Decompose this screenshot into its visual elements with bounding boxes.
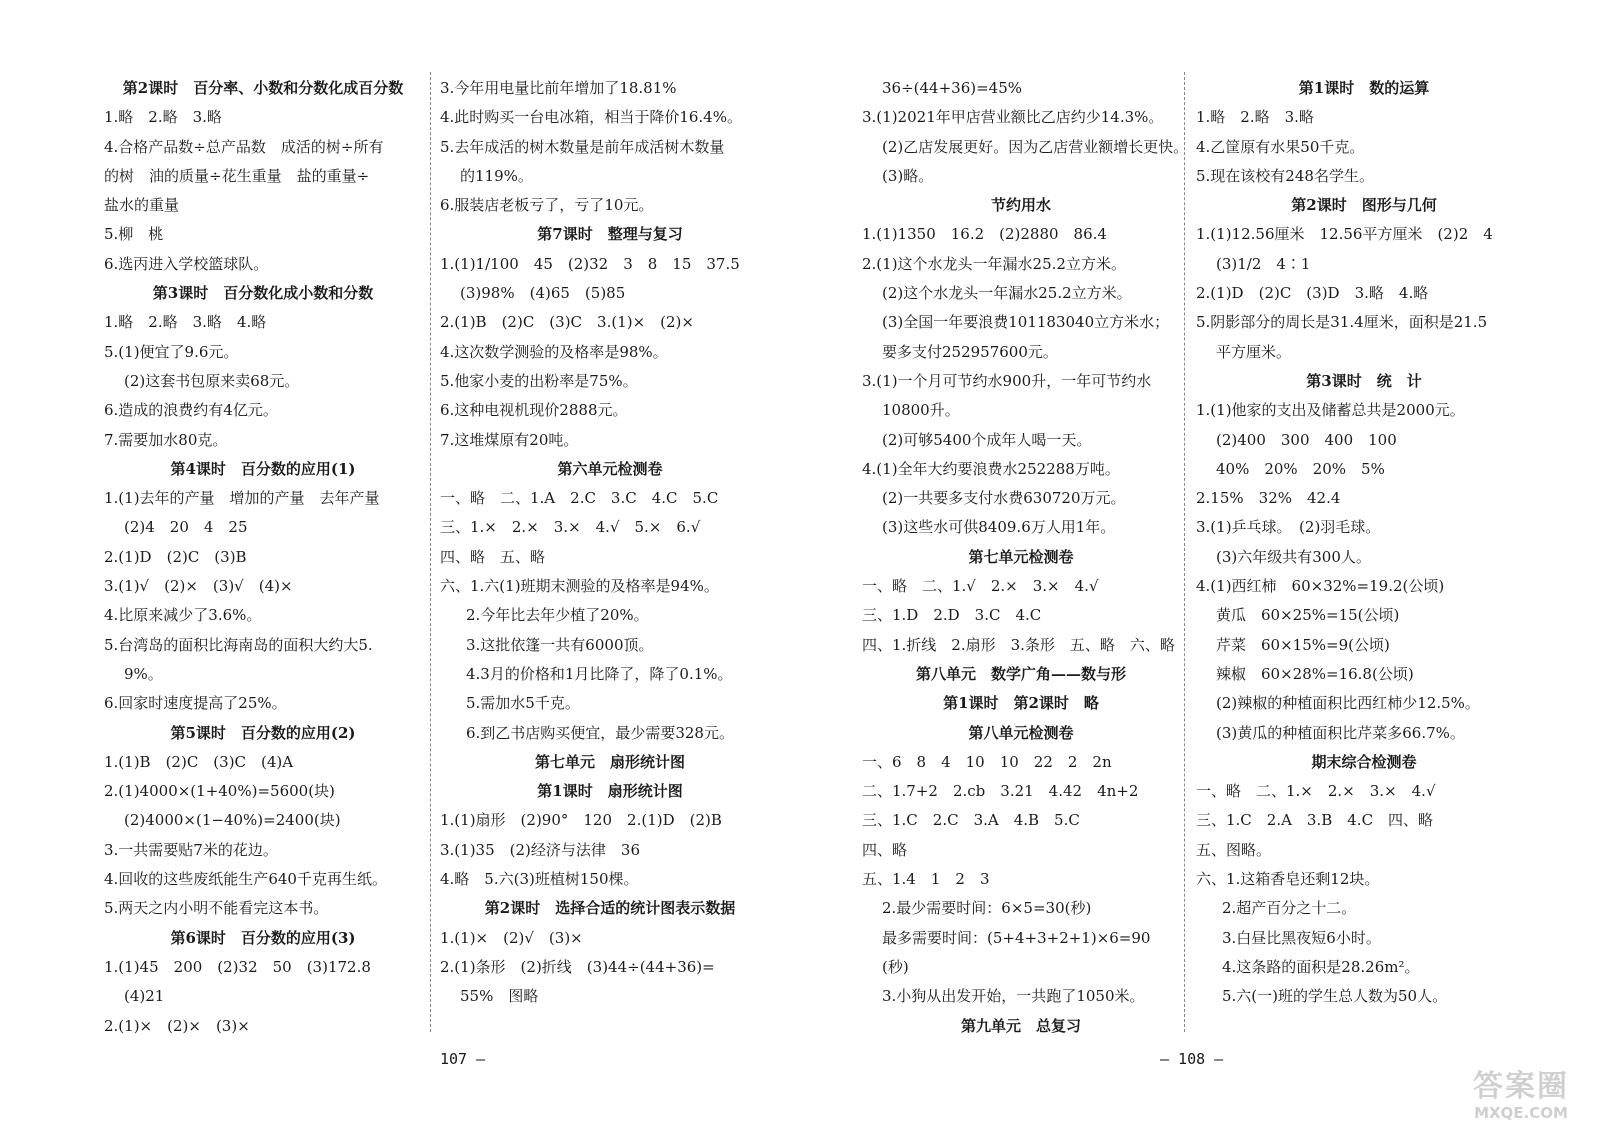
answer-line: (3)六年级共有300人。 — [1216, 547, 1371, 566]
answer-line: 六、1.六(1)班期末测验的及格率是94%。 — [440, 577, 719, 596]
answer-line: 要多支付252957600元。 — [882, 342, 1058, 361]
answer-line: 1.(1)1/100 45 (2)32 3 8 15 37.5 — [440, 254, 740, 273]
answer-line: 4.略 5.六(3)班植树150棵。 — [440, 870, 639, 889]
answer-line: 5.台湾岛的面积比海南岛的面积大约大5. — [104, 635, 373, 654]
answer-line: 的119%。 — [460, 166, 533, 185]
section-heading: 第6课时 百分数的应用(3) — [170, 928, 356, 947]
section-heading: 第1课时 数的运算 — [1298, 79, 1430, 97]
answer-line: 5.阴影部分的周长是31.4厘米，面积是21.5 — [1196, 313, 1488, 332]
answer-line: 6.服装店老板亏了，亏了10元。 — [440, 196, 654, 215]
answer-line: 五、1.4 1 2 3 — [862, 870, 990, 889]
watermark-logo — [1448, 1070, 1594, 1130]
answer-line: 1.(1)去年的产量 增加的产量 去年产量 — [104, 489, 380, 508]
answer-line: 4.此时购买一台电冰箱，相当于降价16.4%。 — [440, 108, 742, 127]
section-heading: 第2课时 百分率、小数和分数化成百分数 — [122, 79, 404, 97]
answer-line: 6.到乙书店购买便宜，最少需要328元。 — [466, 723, 734, 742]
answer-line: 2.超产百分之十二。 — [1222, 899, 1357, 918]
answer-line: 1.略 2.略 3.略 — [104, 108, 222, 127]
section-heading: 第八单元 数学广角——数与形 — [915, 664, 1126, 683]
answer-line: 2.(1)× (2)× (3)× — [104, 1016, 250, 1035]
answer-line: 二、1.7+2 2.cb 3.21 4.42 4n+2 — [862, 782, 1139, 801]
answer-line: 5.他家小麦的出粉率是75%。 — [440, 371, 638, 390]
answer-line: (4)21 — [124, 987, 165, 1006]
answer-line: 4.这次数学测验的及格率是98%。 — [440, 342, 668, 361]
answer-line: (3)1/2 4∶1 — [1216, 254, 1311, 273]
answer-line: 9%。 — [124, 664, 163, 683]
answer-line: 2.(1)4000×(1+40%)=5600(块) — [104, 782, 335, 801]
watermark-url: MXQE.COM — [1474, 1104, 1568, 1122]
section-heading: 节约用水 — [990, 196, 1051, 215]
answer-line: 四、略 五、略 — [440, 547, 546, 566]
answer-line: 10800升。 — [882, 401, 960, 420]
answer-line: 5.(1)便宜了9.6元。 — [104, 342, 239, 361]
section-heading: 第3课时 百分数化成小数和分数 — [152, 284, 374, 303]
section-heading: 第2课时 图形与几何 — [1291, 196, 1437, 215]
answer-line: (3)全国一年要浪费101183040立方米水； — [882, 313, 1170, 332]
answer-line: 四、1.折线 2.扇形 3.条形 五、略 六、略 — [862, 635, 1175, 654]
answer-line: 六、1.这箱香皂还剩12块。 — [1196, 870, 1380, 889]
answer-line: (2)这套书包原来卖68元。 — [124, 371, 300, 390]
section-heading: 第六单元检测卷 — [557, 459, 663, 478]
answer-line: 三、1.C 2.C 3.A 4.B 5.C — [862, 811, 1080, 830]
answer-line: 4.回收的这些废纸能生产640千克再生纸。 — [104, 870, 387, 889]
answer-line: (3)这些水可供8409.6万人用1年。 — [882, 518, 1116, 537]
answer-line: 3.(1)2021年甲店营业额比乙店约少14.3%。 — [862, 108, 1164, 127]
answer-line: 五、图略。 — [1196, 840, 1272, 859]
answer-line: 辣椒 60×28%=16.8(公顷) — [1216, 664, 1414, 683]
answer-column-2 — [440, 74, 780, 1012]
answer-line: 1.(1)1350 16.2 (2)2880 86.4 — [862, 225, 1107, 244]
section-heading: 第2课时 选择合适的统计图表示数据 — [484, 899, 736, 918]
answer-line: 6.这种电视机现价2888元。 — [440, 401, 628, 420]
answer-line: 2.(1)条形 (2)折线 (3)44÷(44+36)= — [440, 957, 715, 976]
answer-line: 5.去年成活的树木数量是前年成活树木数量 — [440, 137, 725, 156]
section-heading: 第3课时 统 计 — [1306, 371, 1422, 390]
answer-line: 5.六(一)班的学生总人数为50人。 — [1222, 987, 1448, 1006]
section-heading: 第1课时 扇形统计图 — [537, 782, 683, 801]
answer-line: (3)98% (4)65 (5)85 — [460, 284, 626, 303]
answer-line: 4.这条路的面积是28.26m²。 — [1222, 957, 1420, 976]
section-heading: 第九单元 总复习 — [960, 1016, 1081, 1035]
page-number-left: 107 — — [440, 1050, 486, 1068]
section-heading: 第1课时 第2课时 略 — [943, 694, 1099, 713]
answer-line: (2)一共要多支付水费630720万元。 — [882, 489, 1126, 508]
answer-column-4 — [1196, 74, 1532, 1012]
answer-line: 一、略 二、1.√ 2.× 3.× 4.√ — [862, 577, 1099, 596]
answer-line: 6.选丙进入学校篮球队。 — [104, 254, 269, 273]
answer-line: 三、1.× 2.× 3.× 4.√ 5.× 6.√ — [440, 518, 701, 537]
page-number-right: — 108 — — [1160, 1050, 1224, 1068]
answer-line: 3.一共需要贴7米的花边。 — [104, 840, 278, 859]
answer-line: 7.这堆煤原有20吨。 — [440, 430, 579, 449]
answer-line: 5.柳 桃 — [104, 225, 164, 244]
answer-line: 36÷(44+36)=45% — [882, 79, 1023, 97]
answer-line: (2)4 20 4 25 — [124, 518, 248, 537]
answer-line: 6.造成的浪费约有4亿元。 — [104, 401, 278, 420]
answer-line: 5.两天之内小明不能看完这本书。 — [104, 899, 329, 918]
answer-line: 2.(1)D (2)C (3)D 3.略 4.略 — [1196, 284, 1429, 303]
answer-line: 5.需加水5千克。 — [466, 694, 580, 713]
answer-line: 3.这批依篷一共有6000顶。 — [466, 635, 654, 654]
answer-line: 2.今年比去年少植了20%。 — [466, 606, 649, 625]
answer-line: 3.(1)35 (2)经济与法律 36 — [440, 840, 640, 859]
answer-line: 一、6 8 4 10 10 22 2 2n — [862, 752, 1112, 771]
answer-line: 3.小狗从出发开始，一共跑了1050米。 — [882, 987, 1145, 1006]
answer-line: 芹菜 60×15%=9(公顷) — [1216, 635, 1390, 654]
answer-line: 4.(1)西红柿 60×32%=19.2(公顷) — [1196, 577, 1445, 596]
column-divider — [1184, 72, 1185, 1032]
section-heading: 第5课时 百分数的应用(2) — [170, 723, 356, 742]
answer-line: (2)乙店发展更好。因为乙店营业额增长更快。 — [882, 137, 1189, 156]
answer-line: 1.(1)12.56厘米 12.56平方厘米 (2)2 4 — [1196, 225, 1493, 244]
section-heading: 第7课时 整理与复习 — [537, 225, 683, 244]
answer-line: 4.比原来减少了3.6%。 — [104, 606, 262, 625]
answer-line: (2)辣椒的种植面积比西红柿少12.5%。 — [1216, 694, 1480, 713]
answer-line: 4.乙筐原有水果50千克。 — [1196, 137, 1365, 156]
answer-column-1 — [104, 74, 422, 1041]
answer-line: 3.(1)√ (2)× (3)√ (4)× — [104, 577, 293, 596]
answer-line: (秒) — [882, 957, 909, 976]
answer-line: (2)可够5400个成年人喝一天。 — [882, 430, 1092, 449]
answer-line: 一、略 二、1.× 2.× 3.× 4.√ — [1196, 782, 1436, 801]
section-heading: 第七单元 扇形统计图 — [534, 752, 685, 771]
answer-line: 40% 20% 20% 5% — [1216, 459, 1385, 478]
answer-line: 4.(1)全年大约要浪费水252288万吨。 — [862, 459, 1120, 478]
answer-column-3 — [862, 74, 1189, 1041]
answer-line: 1.(1)他家的支出及储蓄总共是2000元。 — [1196, 401, 1465, 420]
answer-line: 平方厘米。 — [1216, 342, 1292, 361]
answer-line: 3.(1)乒乓球。 (2)羽毛球。 — [1196, 518, 1381, 537]
answer-line: 4.合格产品数÷总产品数 成活的树÷所有 — [104, 137, 384, 156]
answer-line: 1.(1)45 200 (2)32 50 (3)172.8 — [104, 957, 371, 976]
answer-line: 四、略 — [862, 840, 908, 859]
section-heading: 第4课时 百分数的应用(1) — [170, 459, 356, 478]
answer-line: 2.15% 32% 42.4 — [1196, 489, 1341, 508]
answer-line: 2.(1)B (2)C (3)C 3.(1)× (2)× — [440, 313, 694, 332]
section-heading: 第七单元检测卷 — [968, 547, 1074, 566]
answer-line: 3.今年用电量比前年增加了18.81% — [440, 79, 677, 97]
answer-line: (2)4000×(1−40%)=2400(块) — [124, 811, 341, 830]
answer-line: (3)黄瓜的种植面积比芹菜多66.7%。 — [1216, 723, 1465, 742]
answer-line: 盐水的重量 — [104, 196, 180, 215]
answer-line: 的树 油的质量÷花生重量 盐的重量÷ — [104, 166, 370, 185]
section-heading: 第八单元检测卷 — [968, 723, 1074, 742]
answer-line: 2.(1)D (2)C (3)B — [104, 547, 247, 566]
answer-line: 一、略 二、1.A 2.C 3.C 4.C 5.C — [440, 489, 719, 508]
answer-line: 三、1.D 2.D 3.C 4.C — [862, 606, 1042, 625]
answer-line: 7.需要加水80克。 — [104, 430, 228, 449]
answer-line: 最多需要时间：(5+4+3+2+1)×6=90 — [882, 928, 1151, 947]
answer-line: 5.现在该校有248名学生。 — [1196, 166, 1374, 185]
answer-line: 1.(1)扇形 (2)90° 120 2.(1)D (2)B — [440, 811, 722, 830]
answer-line: 4.3月的价格和1月比降了，降了0.1%。 — [466, 664, 733, 683]
answer-line: 3.(1)一个月可节约水900升，一年可节约水 — [862, 371, 1152, 390]
answer-line: 2.(1)这个水龙头一年漏水25.2立方米。 — [862, 254, 1126, 273]
answer-line: 55% 图略 — [460, 987, 539, 1006]
watermark-title: 答案圈 — [1473, 1069, 1569, 1104]
answer-line: 三、1.C 2.A 3.B 4.C 四、略 — [1196, 811, 1434, 830]
answer-line: 1.(1)× (2)√ (3)× — [440, 928, 583, 947]
answer-line: (3)略。 — [882, 166, 934, 185]
answer-line: 1.略 2.略 3.略 4.略 — [104, 313, 267, 332]
answer-line: 3.白昼比黑夜短6小时。 — [1222, 928, 1381, 947]
column-divider — [430, 72, 431, 1032]
answer-line: 2.最少需要时间：6×5=30(秒) — [882, 899, 1092, 918]
answer-line: 1.略 2.略 3.略 — [1196, 108, 1314, 127]
answer-line: 1.(1)B (2)C (3)C (4)A — [104, 752, 294, 771]
answer-line: (2)400 300 400 100 — [1216, 430, 1397, 449]
answer-line: (2)这个水龙头一年漏水25.2立方米。 — [882, 284, 1132, 303]
answer-line: 黄瓜 60×25%=15(公顷) — [1216, 606, 1400, 625]
section-heading: 期末综合检测卷 — [1311, 752, 1417, 771]
answer-line: 6.回家时速度提高了25%。 — [104, 694, 287, 713]
